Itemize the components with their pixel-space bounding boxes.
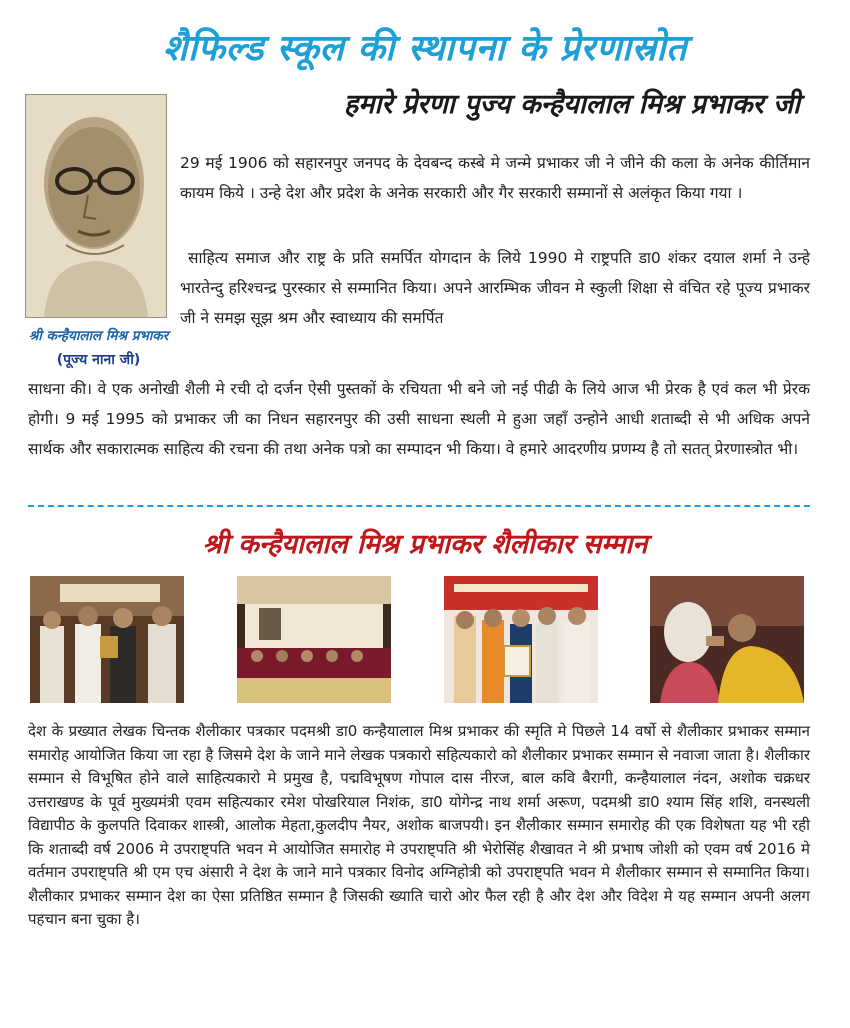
portrait-caption-relation: (पूज्य नाना जी) — [56, 352, 141, 368]
portrait-caption-name: श्री कन्हैयालाल मिश्र प्रभाकर — [28, 328, 169, 344]
award-paragraph: देश के प्रख्यात लेखक चिन्तक शैलीकार पत्रकार पदमश्री डा0 कन्हैयालाल मिश्र प्रभाकर की स्मृति मे पिछले 14 वर्षो से शैलीकार प्रभाकर सम्मान समारोह आयोजित किया जा रहा है जिसमे देश के जाने माने लेखक पत्रकारो सहित्यकारो को शैलीकार प्रभाकर सम्मान से नवाजा जाता है। शैलीकार सम्मान से विभूषित होने वाले साहित्यकारो मे प्रमुख है, पद्मविभूषण गोपाल दास नीरज, बाल कवि बैरागी, कन्हैयालाल नंदन, अशोक चक्रधर उत्तराखण्ड के पूर्व मुख्यमंत्री एवम सहित्यकार रमेश पोखरियाल निशंक, डा0 योगेन्द्र नाथ शर्मा अरूण, पदमश्री डा0 श्याम सिंह शशि, वनस्थली विद्यापीठ के कुलपति दिवाकर शास्त्री, आलोक मेहता,कुलदीप नैयर, अशोक बाजपयी। इन शैलीकार सम्मान समारोह की एक विशेषता यह भी रही कि शताब्दी वर्ष 2006 मे उपराष्ट्पति भवन मे आयोजित समारोह मे उपराष्ट्पति श्री भेरोसिंह शैखावत ने श्री प्रभाष जोशी को एवम वर्ष 2016 मे वर्तमान उपराष्ट्पति श्री एम एच अंसारी ने देश के जाने माने पत्रकार विनोद अग्निहोत्री को उपराष्ट्पति भवन मे शैलीकार सम्मान से सम्मानित किया। शैलीकार प्रभाकर सम्मान देश का ऐसा प्रतिष्ठित सम्मान है जिसकी ख्याति चारो ओर फैल रही है और देश और विदेश मे यह सम्मान अपनी अलग पहचान बना चुका है। — [28, 722, 810, 928]
page-title: शैफिल्ड स्कूल की स्थापना के प्रेरणास्रोत — [162, 28, 688, 69]
section-divider — [28, 505, 810, 507]
award-section-title: श्री कन्हैयालाल मिश्र प्रभाकर शैलीकार सम्मान — [202, 529, 648, 560]
intro-paragraph-2-end: साधना की। वे एक अनोखी शैली मे रची दो दर्जन ऐसी पुस्तकों के रचियता भी बने जो नई पीढी के लिये आज भी प्रेरक है एवं कल भी प्रेरक होगी। 9 मई 1995 को प्रभाकर जी का निधन सहारनपुर की उसी साधना स्थली मे हुआ जहाँ उन्होने आधी शताब्दी से भी अधिक अपने सार्थक और सकारात्मक साहित्य की रचना की तथा अनेक पत्रो का सम्पादन भी किया। वे हमारे आदरणीय प्रणम्य है तो सतत् प्रेरणास्त्रोत भी। — [28, 380, 810, 458]
award-photo-1 — [30, 576, 184, 703]
award-photo-2 — [237, 576, 391, 703]
page-subtitle: हमारे प्रेरणा पुज्य कन्हैयालाल मिश्र प्रभाकर जी — [343, 89, 800, 120]
portrait-illustration — [26, 95, 166, 317]
award-photo-3 — [444, 576, 598, 703]
intro-paragraph-1: 29 मई 1906 को सहारनपुर जनपद के देवबन्द कस्बे मे जन्मे प्रभाकर जी ने जीने की कला के अनेक कीर्तिमान कायम किये । उन्हे देश और प्रदेश के अनेक सरकारी और गैर सरकारी सम्मानों से अलंकृत किया गया । — [180, 154, 810, 202]
award-photo-4 — [650, 576, 804, 703]
intro-paragraph-2-start: साहित्य समाज और राष्ट्र के प्रति समर्पित योगदान के लिये 1990 मे राष्ट्रपति डा0 शंकर दयाल शर्मा ने उन्हे भारतेन्दु हरिश्चन्द्र पुरस्कार से सम्मानित किया। अपने आरम्भिक जीवन मे स्कुली शिक्षा से वंचित रहे पूज्य प्रभाकर जी ने समझ सूझ श्रम और स्वाध्याय की समर्पित — [180, 249, 810, 327]
portrait-photo — [25, 94, 167, 318]
